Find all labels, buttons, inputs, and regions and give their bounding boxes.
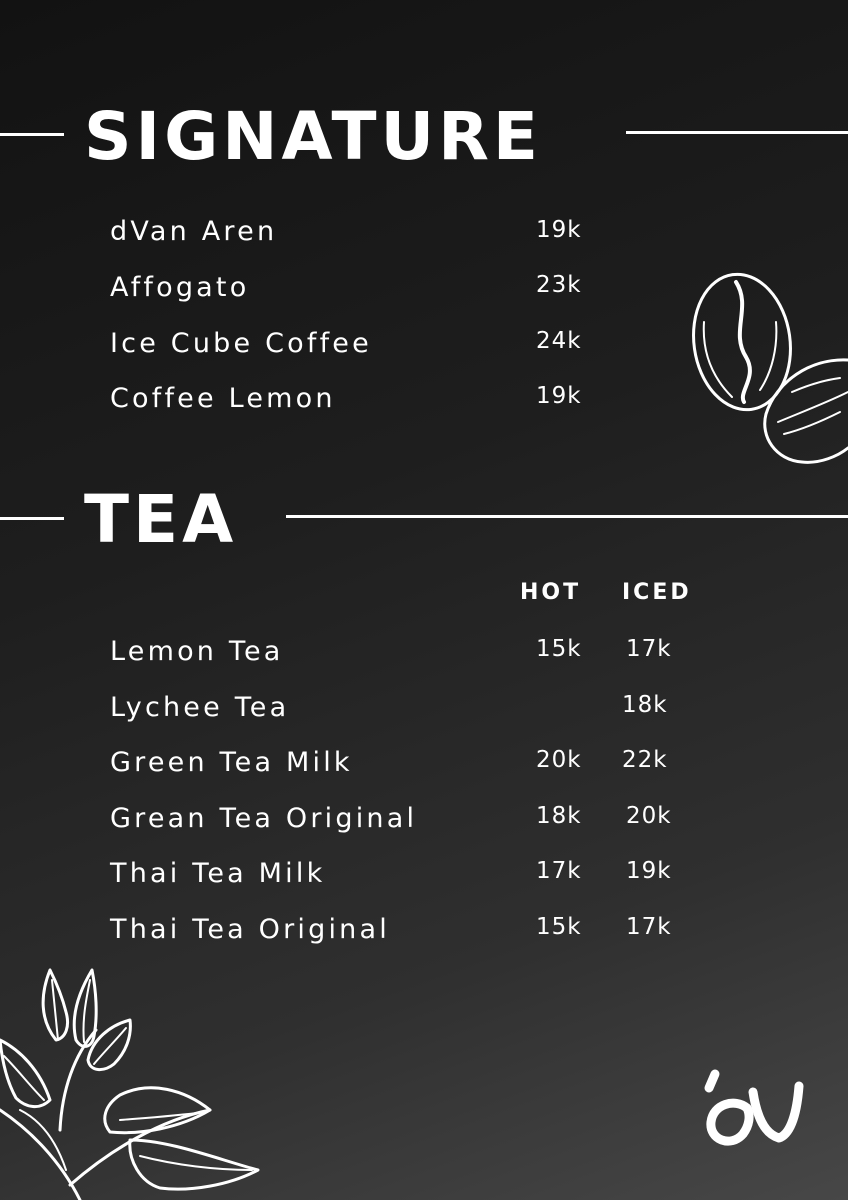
tea-item-name: Thai Tea Milk — [110, 858, 326, 889]
tea-item-name: Green Tea Milk — [110, 747, 353, 778]
tea-rule-left — [0, 517, 64, 520]
tea-item-iced-price: 22k — [622, 747, 668, 773]
tea-item-hot-price: 20k — [536, 747, 582, 773]
signature-item-price: 23k — [536, 272, 582, 298]
coffee-beans-illustration — [680, 262, 848, 472]
tea-leaves-illustration — [0, 960, 270, 1200]
signature-rule-left — [0, 133, 64, 136]
signature-item-name: dVan Aren — [110, 216, 278, 247]
tea-item-iced-price: 17k — [626, 636, 672, 662]
signature-item-name: Affogato — [110, 272, 250, 303]
tea-item-hot-price: 15k — [536, 914, 582, 940]
tea-title: TEA — [84, 481, 238, 558]
signature-item-name: Ice Cube Coffee — [110, 328, 372, 359]
tea-item-iced-price: 17k — [626, 914, 672, 940]
tea-item-name: Lemon Tea — [110, 636, 284, 667]
signature-item-name: Coffee Lemon — [110, 383, 336, 414]
signature-rule-right — [626, 131, 848, 134]
signature-item-price: 19k — [536, 217, 582, 243]
tea-item-name: Thai Tea Original — [110, 914, 390, 945]
cafe-logo — [695, 1068, 805, 1158]
tea-item-iced-price: 18k — [622, 692, 668, 718]
signature-item-price: 19k — [536, 383, 582, 409]
tea-item-hot-price: 17k — [536, 858, 582, 884]
tea-item-iced-price: 19k — [626, 858, 672, 884]
tea-item-hot-price: 18k — [536, 803, 582, 829]
tea-column-hot: HOT — [520, 580, 582, 605]
tea-item-hot-price: 15k — [536, 636, 582, 662]
tea-rule-right — [286, 515, 848, 518]
tea-column-iced: ICED — [622, 580, 692, 605]
signature-title: SIGNATURE — [84, 98, 542, 175]
signature-item-price: 24k — [536, 328, 582, 354]
tea-item-iced-price: 20k — [626, 803, 672, 829]
tea-item-name: Grean Tea Original — [110, 803, 418, 834]
logo-text: ʼav — [695, 1068, 697, 1069]
tea-item-name: Lychee Tea — [110, 692, 290, 723]
